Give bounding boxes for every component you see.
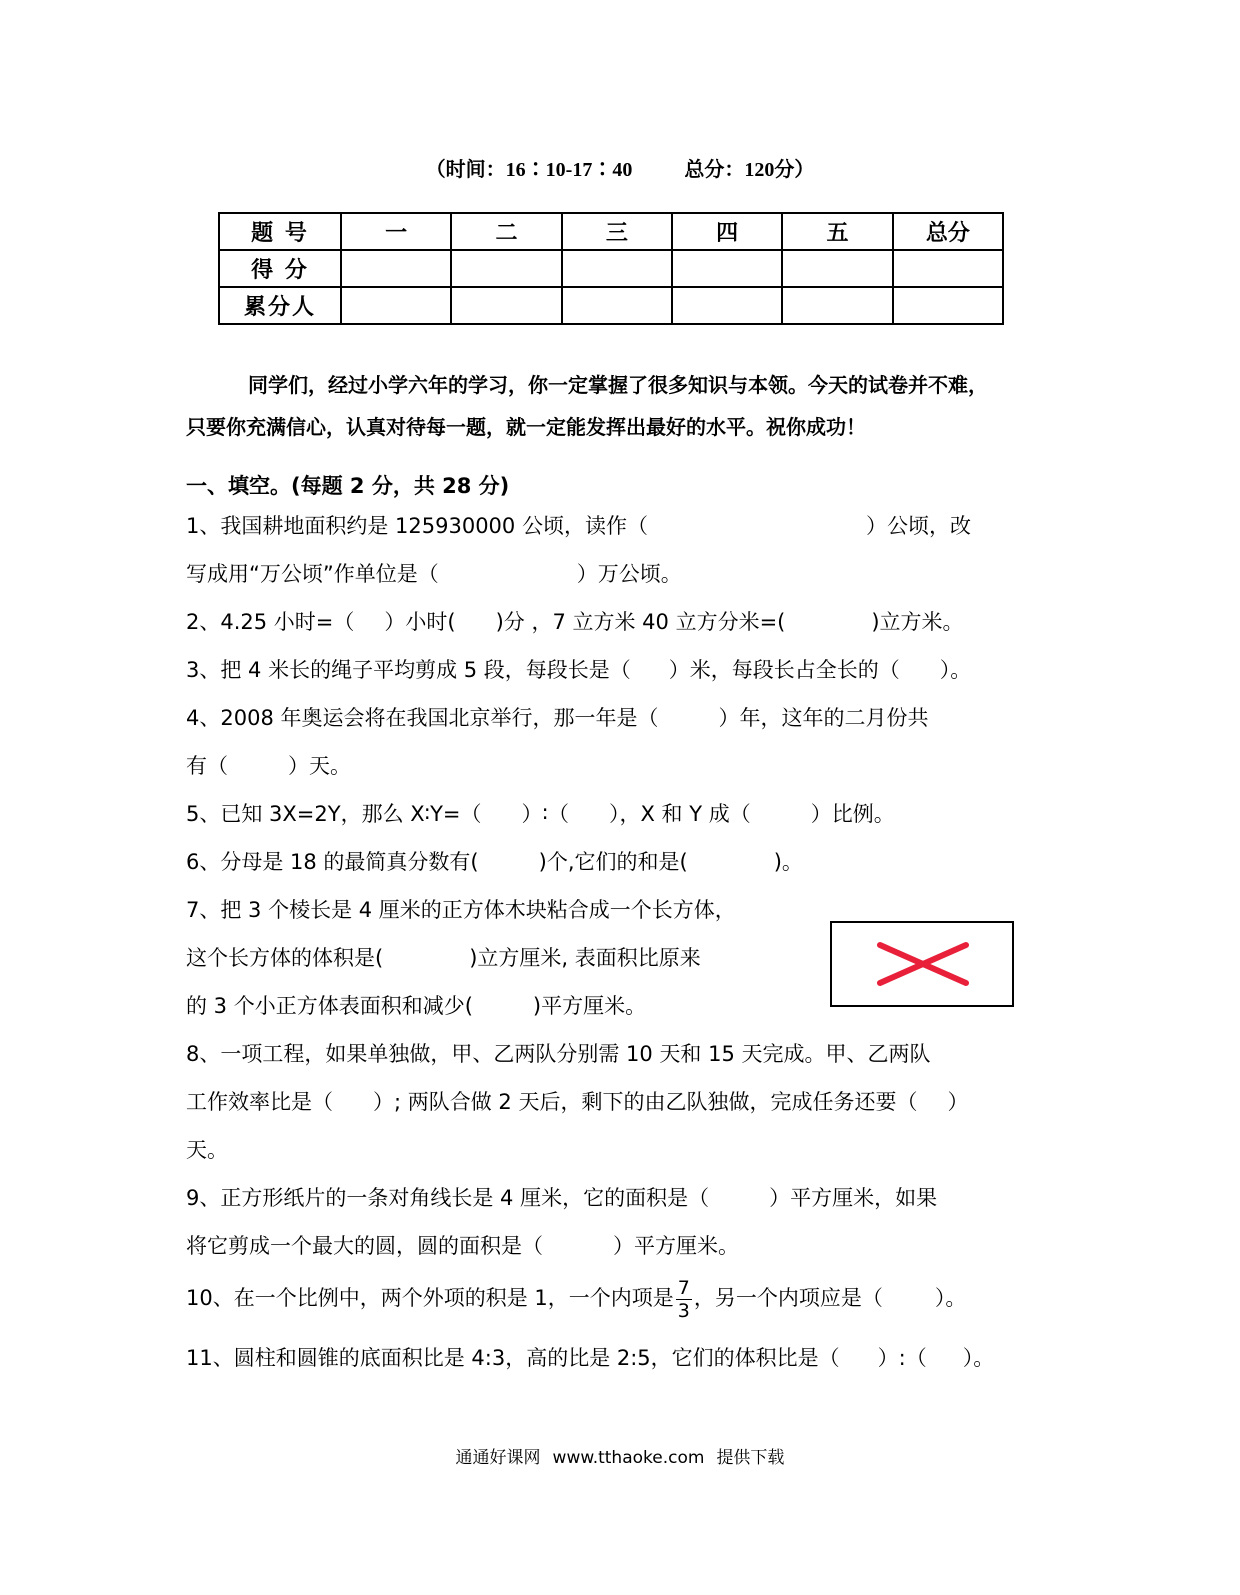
score-table-grader-row xyxy=(219,287,1003,324)
exam-header xyxy=(0,153,1240,182)
grader-cell xyxy=(782,287,892,324)
question-9-line-1: 9、正方形纸片的一条对角线长是 4 厘米，它的面积是（ ）平方厘米，如果 xyxy=(186,1186,938,1210)
score-table-score-row xyxy=(219,250,1003,287)
footer-site-name: 通通好课网 xyxy=(455,1448,541,1468)
question-8-line-2: 工作效率比是（ ）; 两队合做 2 天后，剩下的由乙队独做，完成任务还要（ ） xyxy=(186,1090,969,1114)
cross-mark-icon xyxy=(832,923,1012,1005)
question-2: 2、4.25 小时=（ ）小时( )分 ，7 立方米 40 立方分米=( )立方米。 xyxy=(186,610,964,634)
score-cell xyxy=(782,250,892,287)
question-9-line-2: 将它剪成一个最大的圆，圆的面积是（ ）平方厘米。 xyxy=(186,1234,739,1258)
intro-line-1: 同学们，经过小学六年的学习，你一定掌握了很多知识与本领。今天的试卷并不难， xyxy=(248,373,988,397)
cell-part-3: 三 xyxy=(562,213,672,250)
question-4-line-1: 4、2008 年奥运会将在我国北京举行，那一年是（ ）年，这年的二月份共 xyxy=(186,706,929,730)
section-1-title: 一、填空。(每题 2 分，共 28 分) xyxy=(186,474,510,498)
score-cell xyxy=(341,250,451,287)
question-7-line-3: 的 3 个小正方体表面积和减少( )平方厘米。 xyxy=(186,994,647,1018)
intro-paragraph xyxy=(186,364,1040,448)
question-7-line-2: 这个长方体的体积是( )立方厘米, 表面积比原来 xyxy=(186,946,701,970)
cell-question-number-label: 题 号 xyxy=(219,213,341,250)
cell-part-2: 二 xyxy=(451,213,561,250)
exam-total-score: 总分：120分） xyxy=(684,159,815,181)
question-11: 11、圆柱和圆锥的底面积比是 4:3，高的比是 2:5，它们的体积比是（ ）:（ ）。 xyxy=(186,1346,995,1370)
intro-line-2: 只要你充满信心，认真对待每一题，就一定能发挥出最好的水平。祝你成功！ xyxy=(186,415,866,439)
question-4-line-2: 有（ ）天。 xyxy=(186,754,351,778)
score-cell xyxy=(893,250,1003,287)
score-cell xyxy=(562,250,672,287)
question-8-line-3: 天。 xyxy=(186,1138,228,1162)
question-1-line-2: 写成用“万公顷”作单位是（ ）万公顷。 xyxy=(186,562,682,586)
footer-url[interactable]: www.tthaoke.com xyxy=(552,1448,705,1468)
score-table-header-row xyxy=(219,213,1003,250)
exam-time: （时间：16∶10-17∶40 xyxy=(425,159,633,181)
cell-part-1: 一 xyxy=(341,213,451,250)
cell-grader-label: 累分人 xyxy=(219,287,341,324)
fraction-seven-thirds: $\frac{7}{3}$ xyxy=(677,1276,690,1322)
question-3: 3、把 4 米长的绳子平均剪成 5 段，每段长是（ ）米，每段长占全长的（ ）。 xyxy=(186,658,972,682)
question-7-line-1: 7、把 3 个棱长是 4 厘米的正方体木块粘合成一个长方体， xyxy=(186,898,736,922)
score-table xyxy=(218,212,1004,325)
question-7-figure xyxy=(830,921,1014,1007)
grader-cell xyxy=(562,287,672,324)
score-cell xyxy=(672,250,782,287)
question-10: 10、在一个比例中，两个外项的积是 1，一个内项是 $\frac{7}{3}$ ，另一个内项应是（ ）。 xyxy=(186,1276,967,1322)
cell-score-label: 得 分 xyxy=(219,250,341,287)
footer-note: 提供下载 xyxy=(716,1448,785,1468)
question-1-line-1: 1、我国耕地面积约是 125930000 公顷，读作（ ）公顷，改 xyxy=(186,514,971,538)
cell-part-5: 五 xyxy=(782,213,892,250)
grader-cell xyxy=(451,287,561,324)
cell-part-4: 四 xyxy=(672,213,782,250)
question-6: 6、分母是 18 的最简真分数有( )个,它们的和是( )。 xyxy=(186,850,803,874)
question-8-line-1: 8、一项工程，如果单独做，甲、乙两队分别需 10 天和 15 天完成。甲、乙两队 xyxy=(186,1042,931,1066)
cell-total: 总分 xyxy=(893,213,1003,250)
score-cell xyxy=(451,250,561,287)
question-5: 5、已知 3X=2Y，那么 X∶Y=（ ）∶（ ），X 和 Y 成（ ）比例。 xyxy=(186,802,895,826)
grader-cell xyxy=(672,287,782,324)
grader-cell xyxy=(893,287,1003,324)
grader-cell xyxy=(341,287,451,324)
page-footer xyxy=(0,1443,1240,1468)
